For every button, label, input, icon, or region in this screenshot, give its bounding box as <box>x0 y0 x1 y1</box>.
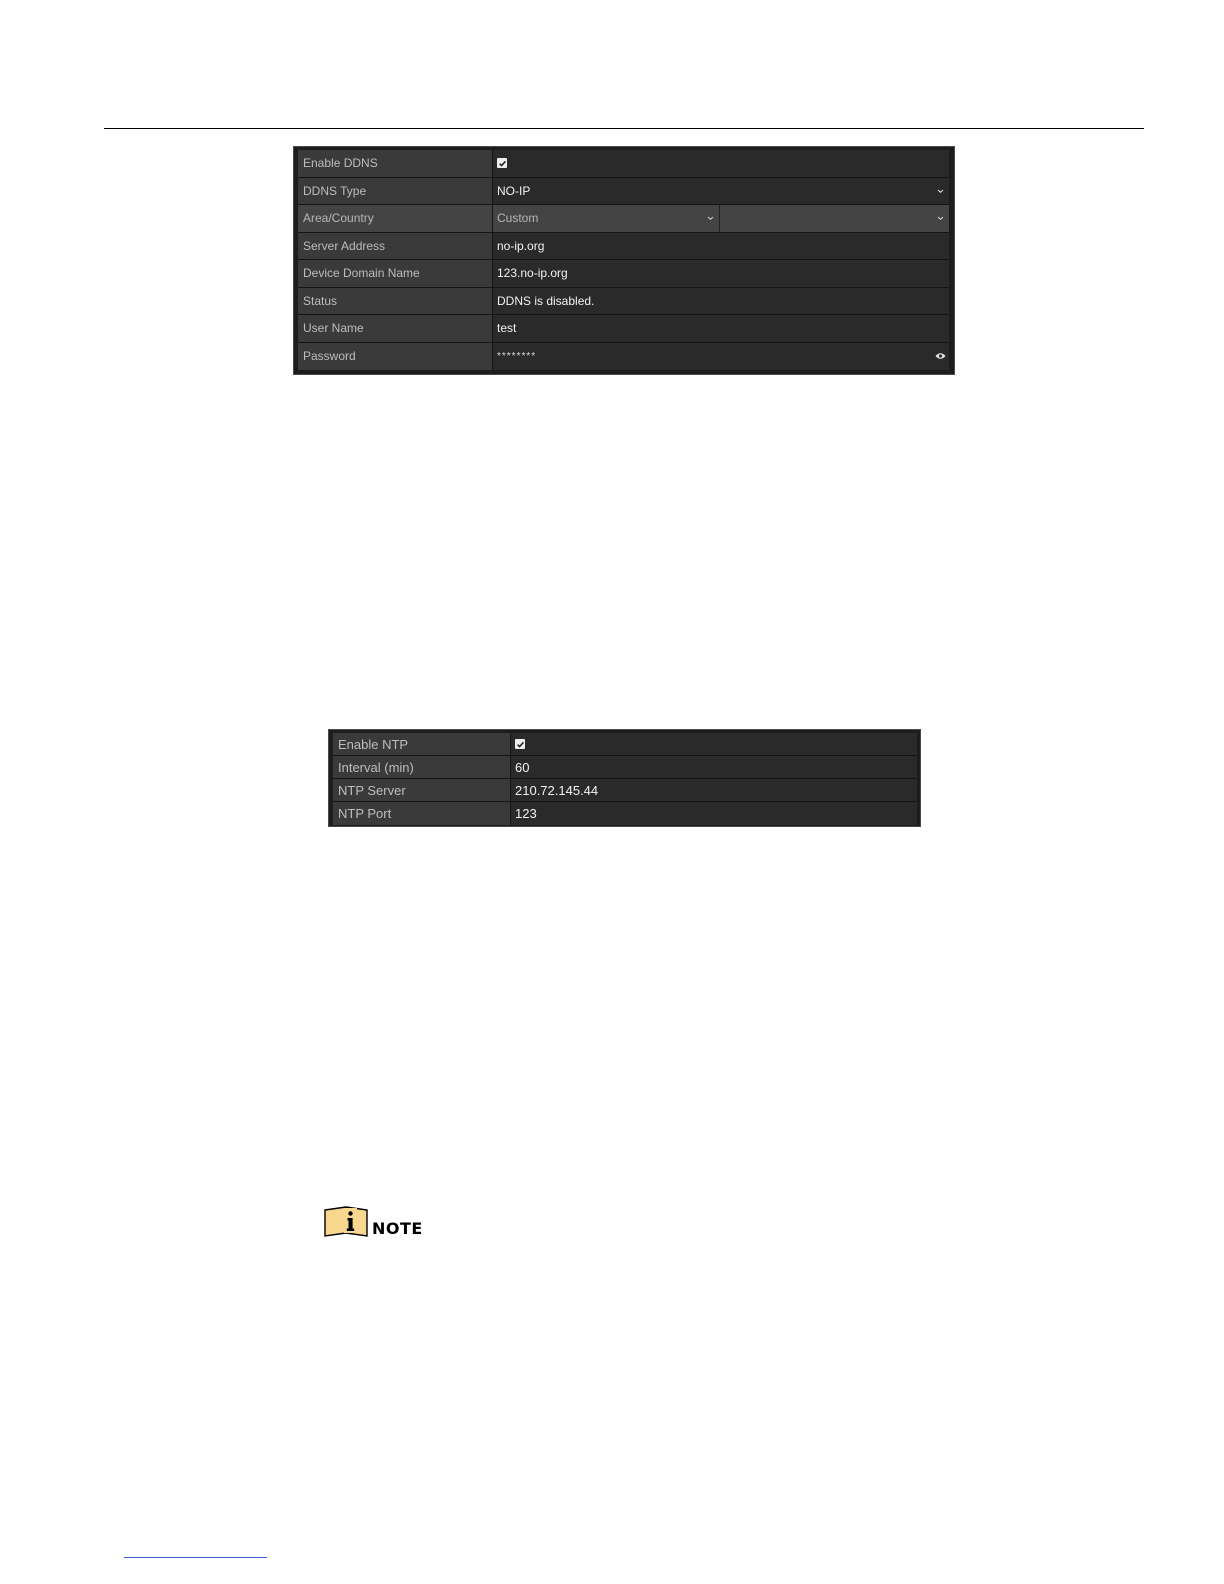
ntp-server-label: NTP Server <box>333 779 511 801</box>
device-domain-name-input[interactable]: 123.no-ip.org <box>493 260 949 287</box>
ntp-settings-panel <box>328 729 921 827</box>
interval-input[interactable]: 60 <box>511 756 917 778</box>
device-domain-name-label: Device Domain Name <box>298 260 493 287</box>
password-label: Password <box>298 343 493 371</box>
user-name-input[interactable]: test <box>493 315 949 342</box>
ddns-row-password <box>298 343 949 371</box>
checkmark-icon <box>498 159 507 168</box>
ddns-row-status <box>298 288 949 316</box>
enable-ntp-label: Enable NTP <box>333 733 511 755</box>
server-address-label: Server Address <box>298 233 493 260</box>
status-value: DDNS is disabled. <box>493 288 949 315</box>
enable-ddns-cell <box>493 150 949 177</box>
note-callout <box>323 1205 423 1239</box>
ddns-settings-panel <box>293 146 955 375</box>
ddns-type-value: NO-IP <box>497 183 531 198</box>
enable-ntp-cell <box>511 733 917 755</box>
ntp-row-port <box>333 802 917 825</box>
user-name-label: User Name <box>298 315 493 342</box>
ddns-row-type <box>298 178 949 206</box>
chevron-down-icon <box>707 216 714 221</box>
header-rule <box>104 128 1144 129</box>
ddns-type-select[interactable] <box>493 178 949 205</box>
enable-ddns-checkbox[interactable] <box>497 158 507 168</box>
enable-ntp-checkbox[interactable] <box>515 739 525 749</box>
ddns-row-username <box>298 315 949 343</box>
password-mask: ******** <box>497 350 537 362</box>
status-label: Status <box>298 288 493 315</box>
footer-link-underline[interactable] <box>124 1557 267 1558</box>
chevron-down-icon <box>937 216 944 221</box>
enable-ddns-label: Enable DDNS <box>298 150 493 177</box>
country-select[interactable] <box>720 205 949 232</box>
note-label: NOTE <box>372 1219 423 1238</box>
checkmark-icon <box>516 740 525 749</box>
interval-label: Interval (min) <box>333 756 511 778</box>
eye-icon[interactable] <box>935 352 946 360</box>
ntp-port-input[interactable]: 123 <box>511 802 917 825</box>
ddns-row-area <box>298 205 949 233</box>
area-country-cell <box>493 205 949 232</box>
ddns-row-server <box>298 233 949 261</box>
ntp-row-interval <box>333 756 917 779</box>
info-note-icon <box>323 1205 369 1239</box>
ddns-row-domain <box>298 260 949 288</box>
area-select[interactable] <box>493 205 720 232</box>
ntp-server-input[interactable]: 210.72.145.44 <box>511 779 917 801</box>
ddns-type-label: DDNS Type <box>298 178 493 205</box>
password-input[interactable] <box>493 343 949 371</box>
area-country-label: Area/Country <box>298 205 493 232</box>
ntp-port-label: NTP Port <box>333 802 511 825</box>
server-address-input[interactable]: no-ip.org <box>493 233 949 260</box>
ntp-row-enable <box>333 733 917 756</box>
area-value: Custom <box>497 211 539 226</box>
chevron-down-icon <box>937 188 944 193</box>
ntp-row-server <box>333 779 917 802</box>
ddns-row-enable <box>298 150 949 178</box>
